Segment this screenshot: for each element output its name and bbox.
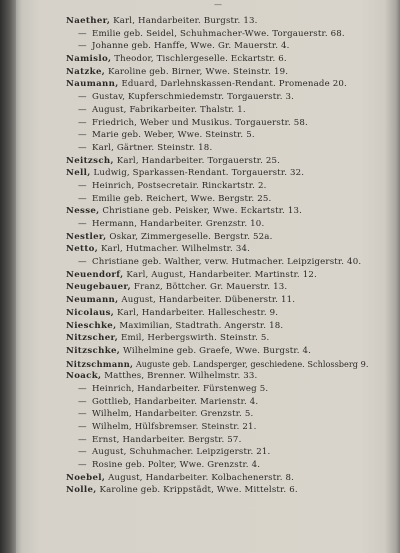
- entry-details: August, Handarbeiter. Dübenerstr. 11.: [118, 295, 296, 306]
- directory-entry: [66, 281, 396, 294]
- ditto-dash: —: [78, 219, 87, 229]
- top-mark: —: [214, 0, 222, 9]
- sub-entry: [66, 256, 396, 269]
- sub-entry: [66, 117, 396, 130]
- directory-entry: [66, 358, 396, 371]
- surname: Neitzsch,: [66, 155, 114, 166]
- surname: Nestler,: [66, 231, 107, 242]
- entry-details: Christiane geb. Walther, verw. Hutmacher. Leipzigerstr. 40.: [92, 257, 362, 268]
- surname: Netto,: [66, 244, 99, 255]
- ditto-dash: —: [78, 422, 87, 432]
- entry-details: Auguste geb. Landsperger, geschiedene. Schlossberg 9.: [133, 358, 369, 369]
- surname: Nell,: [66, 168, 91, 179]
- surname: Nicolaus,: [66, 307, 115, 318]
- entry-details: Emilie geb. Reichert, Wwe. Bergstr. 25.: [92, 193, 272, 204]
- sub-entry: [66, 180, 396, 193]
- sub-entry: [66, 104, 396, 117]
- sub-entry: [66, 91, 396, 104]
- directory-entry: [66, 205, 396, 218]
- entry-details: Johanne geb. Hanffe, Wwe. Gr. Mauerstr. 4.: [92, 41, 290, 52]
- entry-details: Ludwig, Sparkassen-Rendant. Torgauerstr. 32.: [90, 168, 305, 179]
- entry-details: Gottlieb, Handarbeiter. Marienstr. 4.: [92, 396, 259, 407]
- ditto-dash: —: [78, 447, 87, 458]
- entry-details: Karl, August, Handarbeiter. Martinstr. 12.: [123, 269, 317, 280]
- entry-details: Wilhelm, Hülfsbremser. Steinstr. 21.: [92, 422, 257, 432]
- entry-details: Wilhelm, Handarbeiter. Grenzstr. 5.: [92, 409, 254, 420]
- surname: Nesse,: [66, 206, 100, 217]
- directory-entry: [66, 370, 396, 383]
- ditto-dash: —: [78, 142, 87, 153]
- entry-details: Karl, Gärtner. Steinstr. 18.: [92, 142, 213, 153]
- entry-details: Emil, Herbergswirth. Steinstr. 5.: [118, 333, 270, 344]
- directory-entry: [66, 345, 396, 358]
- sub-entry: [66, 383, 396, 396]
- entry-details: Oskar, Zimmergeselle. Bergstr. 52a.: [106, 231, 273, 242]
- ditto-dash: —: [78, 460, 87, 471]
- entry-details: Franz, Böttcher. Gr. Mauerstr. 13.: [131, 282, 288, 293]
- ditto-dash: —: [78, 193, 87, 204]
- surname: Neuendorf,: [66, 269, 124, 280]
- ditto-dash: —: [78, 130, 87, 141]
- surname: Namislo,: [66, 54, 112, 65]
- entry-details: Karoline geb. Krippstädt, Wwe. Mittelstr. 6.: [96, 485, 298, 496]
- directory-entry: [66, 231, 396, 244]
- entry-details: Marie geb. Weber, Wwe. Steinstr. 5.: [92, 130, 255, 141]
- directory-entry: [66, 15, 396, 28]
- surname: Nitzschmann,: [66, 358, 134, 369]
- directory-entry: [66, 269, 396, 282]
- surname: Naumann,: [66, 79, 119, 90]
- entry-details: Heinrich, Handarbeiter. Fürstenweg 5.: [92, 383, 269, 394]
- surname: Nolle,: [66, 485, 97, 496]
- entry-details: Karl, Handarbeiter. Burgstr. 13.: [110, 16, 258, 26]
- entry-details: Eduard, Darlehnskassen-Rendant. Promenade 20.: [118, 79, 347, 90]
- surname: Nitzscher,: [66, 333, 119, 344]
- entry-details: Theodor, Tischlergeselle. Eckartstr. 6.: [111, 54, 287, 65]
- sub-entry: [66, 396, 396, 409]
- sub-entry: [66, 218, 396, 231]
- surname: Noack,: [66, 371, 102, 382]
- sub-entry: [66, 421, 396, 434]
- entry-details: Maximilian, Stadtrath. Angerstr. 18.: [116, 320, 284, 331]
- entry-list: [66, 15, 396, 497]
- sub-entry: [66, 408, 396, 421]
- entry-details: Heinrich, Postsecretair. Rinckartstr. 2.: [92, 180, 267, 191]
- directory-entry: [66, 78, 396, 91]
- sub-entry: [66, 28, 396, 41]
- directory-entry: [66, 167, 396, 180]
- ditto-dash: —: [78, 396, 87, 407]
- directory-entry: [66, 243, 396, 256]
- entry-details: Rosine geb. Polter, Wwe. Grenzstr. 4.: [92, 460, 261, 471]
- ditto-dash: —: [78, 28, 87, 39]
- sub-entry: [66, 459, 396, 472]
- ditto-dash: —: [78, 383, 87, 394]
- surname: Neugebauer,: [66, 282, 132, 293]
- directory-entry: [66, 320, 396, 333]
- sub-entry: [66, 129, 396, 142]
- surname: Noebel,: [66, 472, 106, 483]
- directory-entry: [66, 53, 396, 66]
- entry-details: Karl, Handarbeiter. Torgauerstr. 25.: [113, 155, 281, 166]
- entry-details: Karoline geb. Birner, Wwe. Steinstr. 19.: [105, 66, 289, 77]
- ditto-dash: —: [78, 104, 87, 115]
- ditto-dash: —: [78, 92, 87, 103]
- ditto-dash: —: [78, 434, 87, 445]
- sub-entry: [66, 446, 396, 459]
- surname: Naether,: [66, 16, 111, 26]
- sub-entry: [66, 142, 396, 155]
- ditto-dash: —: [78, 41, 87, 52]
- ditto-dash: —: [78, 257, 87, 268]
- entry-details: Hermann, Handarbeiter. Grenzstr. 10.: [92, 219, 265, 229]
- entry-details: August, Fabrikarbeiter. Thalstr. 1.: [92, 104, 246, 115]
- surname: Nitzschke,: [66, 345, 121, 356]
- entry-details: Friedrich, Weber und Musikus. Torgauerstr. 58.: [92, 117, 308, 128]
- entry-details: Gustav, Kupferschmiedemstr. Torgauerstr. 3.: [92, 92, 295, 103]
- entry-details: Christiane geb. Peisker, Wwe. Eckartstr. 13.: [99, 206, 303, 217]
- directory-entry: [66, 307, 396, 320]
- directory-entry: [66, 155, 396, 168]
- directory-entry: [66, 472, 396, 485]
- book-gutter: [0, 0, 16, 553]
- entry-details: Ernst, Handarbeiter. Bergstr. 57.: [92, 434, 242, 445]
- entry-details: Wilhelmine geb. Graefe, Wwe. Burgstr. 4.: [120, 345, 312, 356]
- entry-details: August, Handarbeiter. Kolbachenerstr. 8.: [105, 472, 295, 483]
- entry-details: Matthes, Brenner. Wilhelmstr. 33.: [101, 371, 258, 382]
- ditto-dash: —: [78, 117, 87, 128]
- sub-entry: [66, 40, 396, 53]
- sub-entry: [66, 193, 396, 206]
- entry-details: Karl, Handarbeiter. Halleschestr. 9.: [114, 307, 279, 318]
- entry-details: August, Schuhmacher. Leipzigerstr. 21.: [92, 447, 271, 458]
- directory-entry: [66, 332, 396, 345]
- directory-entry: [66, 484, 396, 497]
- entry-details: Karl, Hutmacher. Wilhelmstr. 34.: [98, 244, 251, 255]
- surname: Natzke,: [66, 66, 106, 77]
- entry-details: Emilie geb. Seidel, Schuhmacher-Wwe. Torgauerstr. 68.: [92, 28, 345, 39]
- directory-entry: [66, 294, 396, 307]
- directory-entry: [66, 66, 396, 79]
- surname: Neumann,: [66, 295, 119, 306]
- surname: Nieschke,: [66, 320, 117, 331]
- ditto-dash: —: [78, 180, 87, 191]
- ditto-dash: —: [78, 409, 87, 420]
- sub-entry: [66, 434, 396, 447]
